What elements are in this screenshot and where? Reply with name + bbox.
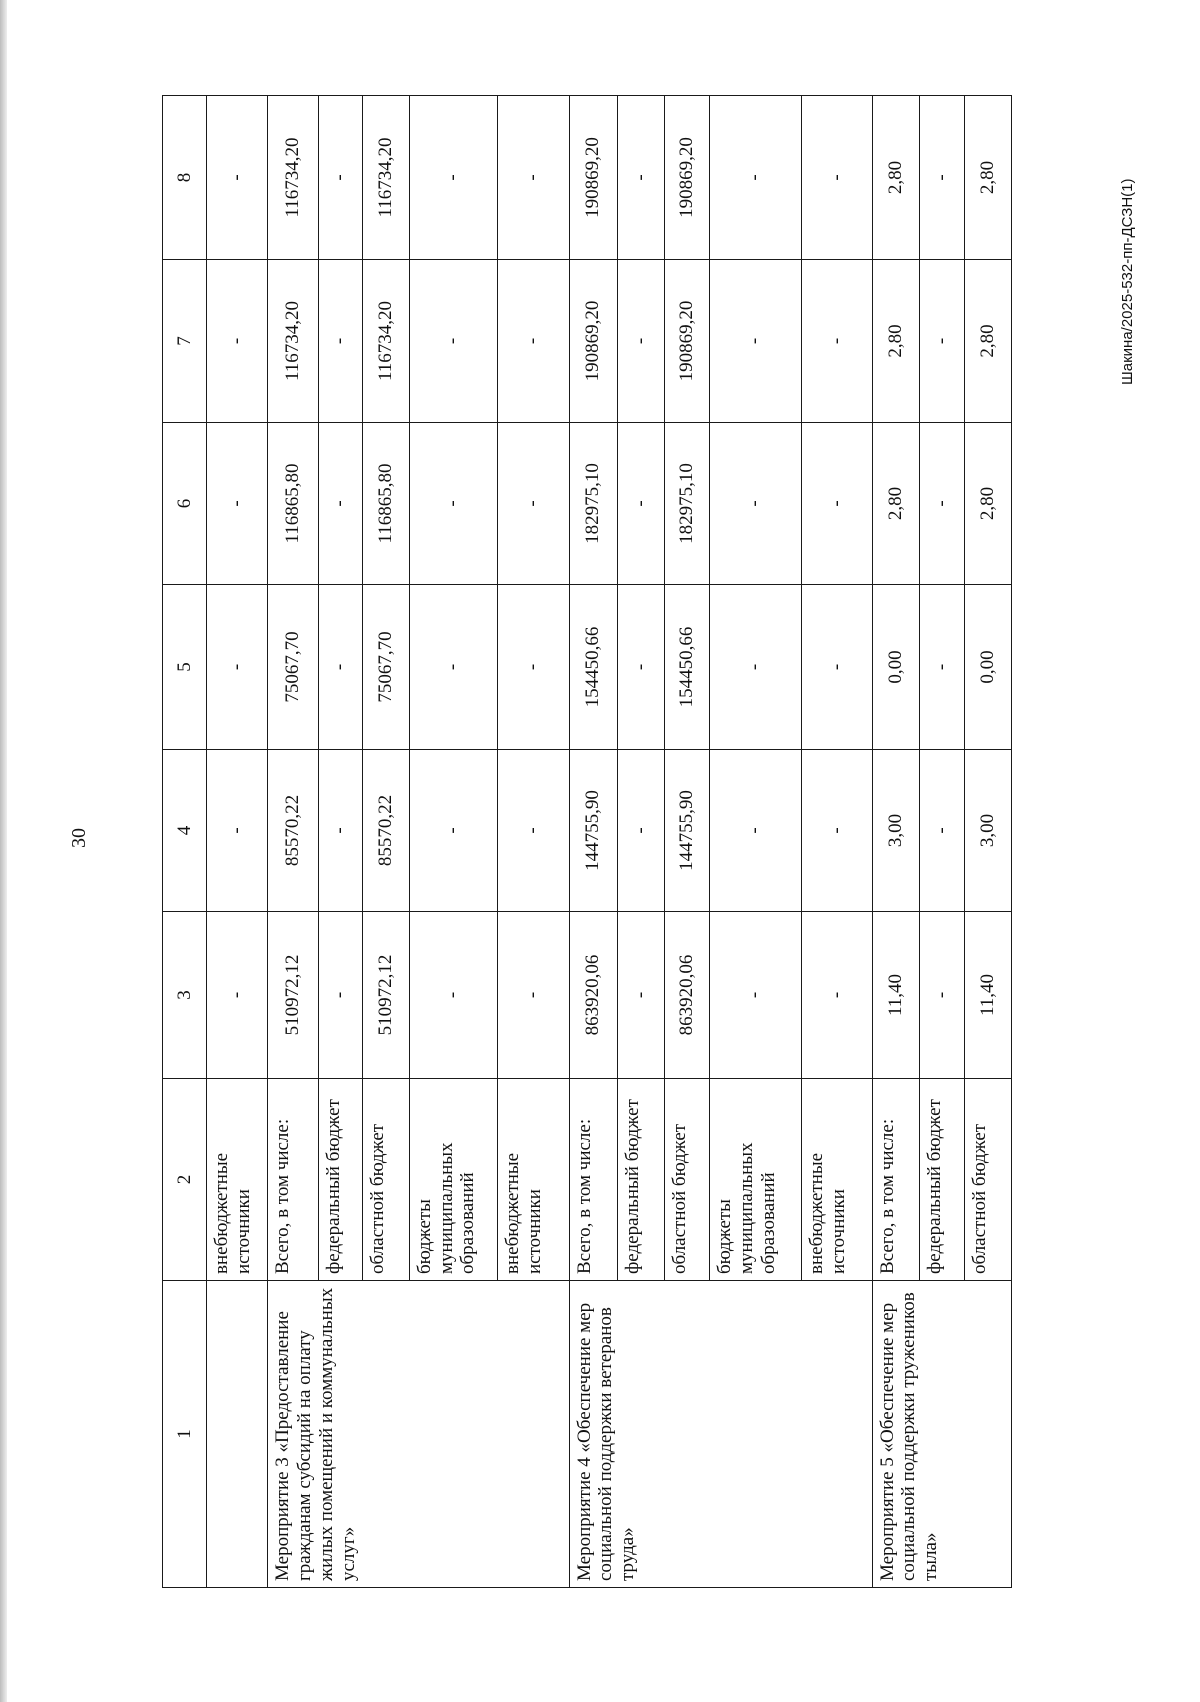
value-cell: 85570,22 bbox=[268, 750, 318, 912]
value-cell: 2,80 bbox=[964, 260, 1011, 423]
value-cell: 182975,10 bbox=[569, 423, 617, 585]
value-cell: 2,80 bbox=[872, 423, 919, 585]
value-cell: - bbox=[919, 260, 964, 423]
value-cell: - bbox=[409, 750, 497, 912]
measure-name-cell: Мероприятие 5 «Обеспечение мер социальной поддержки тружеников тыла» bbox=[872, 1281, 1011, 1588]
value-cell: 116734,20 bbox=[268, 260, 318, 423]
value-cell: - bbox=[318, 96, 362, 260]
value-cell: - bbox=[409, 912, 497, 1079]
value-cell: 154450,66 bbox=[664, 585, 709, 750]
value-cell: - bbox=[919, 912, 964, 1079]
value-cell: - bbox=[409, 96, 497, 260]
value-cell: - bbox=[207, 585, 268, 750]
header-cell: 7 bbox=[163, 260, 207, 423]
value-cell: - bbox=[709, 96, 801, 260]
budget-table bbox=[162, 95, 1012, 1588]
value-cell: - bbox=[207, 96, 268, 260]
table-row bbox=[268, 96, 318, 1588]
value-cell: 0,00 bbox=[872, 585, 919, 750]
source-cell: областной бюджет bbox=[362, 1079, 409, 1281]
value-cell: - bbox=[617, 750, 664, 912]
source-cell: областной бюджет bbox=[664, 1079, 709, 1281]
value-cell: - bbox=[409, 585, 497, 750]
value-cell: 2,80 bbox=[964, 423, 1011, 585]
source-cell: Всего, в том числе: bbox=[569, 1079, 617, 1281]
value-cell: - bbox=[801, 750, 872, 912]
value-cell: - bbox=[617, 260, 664, 423]
value-cell: - bbox=[617, 912, 664, 1079]
source-cell: федеральный бюджет bbox=[318, 1079, 362, 1281]
value-cell: - bbox=[207, 260, 268, 423]
value-cell: 510972,12 bbox=[362, 912, 409, 1079]
value-cell: - bbox=[318, 260, 362, 423]
value-cell: 154450,66 bbox=[569, 585, 617, 750]
value-cell: 2,80 bbox=[964, 96, 1011, 260]
value-cell: - bbox=[207, 750, 268, 912]
measure-name-cell: Мероприятие 4 «Обеспечение мер социальной поддержки ветеранов труда» bbox=[569, 1281, 872, 1588]
value-cell: 863920,06 bbox=[569, 912, 617, 1079]
source-cell: федеральный бюджет bbox=[617, 1079, 664, 1281]
value-cell: 116865,80 bbox=[362, 423, 409, 585]
value-cell: 190869,20 bbox=[664, 96, 709, 260]
value-cell: 116734,20 bbox=[362, 96, 409, 260]
page-number: 30 bbox=[68, 828, 90, 848]
value-cell: 11,40 bbox=[872, 912, 919, 1079]
value-cell: 85570,22 bbox=[362, 750, 409, 912]
value-cell: - bbox=[919, 750, 964, 912]
value-cell: 116734,20 bbox=[362, 260, 409, 423]
header-cell: 2 bbox=[163, 1079, 207, 1281]
measure-name-cell: Мероприятие 3 «Предоставление гражданам субсидий на оплату жилых помещений и коммунальных услуг» bbox=[268, 1281, 569, 1588]
value-cell: - bbox=[497, 912, 569, 1079]
header-cell: 5 bbox=[163, 585, 207, 750]
value-cell: 11,40 bbox=[964, 912, 1011, 1079]
value-cell: - bbox=[497, 260, 569, 423]
table-row bbox=[569, 96, 617, 1588]
value-cell: - bbox=[409, 423, 497, 585]
value-cell: 144755,90 bbox=[664, 750, 709, 912]
value-cell: 510972,12 bbox=[268, 912, 318, 1079]
measure-name-cell bbox=[207, 1281, 268, 1588]
source-cell: федеральный бюджет bbox=[919, 1079, 964, 1281]
value-cell: 2,80 bbox=[872, 96, 919, 260]
source-cell: Всего, в том числе: bbox=[268, 1079, 318, 1281]
value-cell: - bbox=[919, 423, 964, 585]
header-cell: 8 bbox=[163, 96, 207, 260]
value-cell: 75067,70 bbox=[362, 585, 409, 750]
value-cell: - bbox=[801, 423, 872, 585]
table-row bbox=[872, 96, 919, 1588]
value-cell: 3,00 bbox=[872, 750, 919, 912]
value-cell: - bbox=[709, 585, 801, 750]
header-cell: 6 bbox=[163, 423, 207, 585]
value-cell: - bbox=[497, 96, 569, 260]
header-row bbox=[163, 96, 207, 1588]
source-cell: бюджеты муниципальных образований bbox=[709, 1079, 801, 1281]
source-cell: внебюджетные источники bbox=[207, 1079, 268, 1281]
value-cell: - bbox=[617, 423, 664, 585]
value-cell: - bbox=[617, 96, 664, 260]
header-cell: 3 bbox=[163, 912, 207, 1079]
value-cell: - bbox=[497, 585, 569, 750]
table-row bbox=[207, 96, 268, 1588]
value-cell: - bbox=[801, 912, 872, 1079]
source-cell: Всего, в том числе: bbox=[872, 1079, 919, 1281]
table-wrapper bbox=[162, 96, 1012, 1588]
value-cell: - bbox=[207, 912, 268, 1079]
value-cell: - bbox=[617, 585, 664, 750]
header-cell: 4 bbox=[163, 750, 207, 912]
value-cell: - bbox=[919, 96, 964, 260]
value-cell: 144755,90 bbox=[569, 750, 617, 912]
value-cell: 190869,20 bbox=[569, 260, 617, 423]
value-cell: - bbox=[497, 423, 569, 585]
source-cell: областной бюджет bbox=[964, 1079, 1011, 1281]
value-cell: - bbox=[318, 912, 362, 1079]
value-cell: 190869,20 bbox=[664, 260, 709, 423]
value-cell: - bbox=[801, 585, 872, 750]
scan-edge bbox=[0, 0, 7, 1702]
source-cell: бюджеты муниципальных образований bbox=[409, 1079, 497, 1281]
value-cell: 863920,06 bbox=[664, 912, 709, 1079]
value-cell: - bbox=[497, 750, 569, 912]
value-cell: - bbox=[207, 423, 268, 585]
value-cell: 2,80 bbox=[872, 260, 919, 423]
source-cell: внебюджетные источники bbox=[801, 1079, 872, 1281]
value-cell: 75067,70 bbox=[268, 585, 318, 750]
value-cell: - bbox=[709, 423, 801, 585]
document-code: Шакина/2025-532-пп-ДСЗН(1) bbox=[1119, 178, 1136, 385]
value-cell: - bbox=[801, 260, 872, 423]
value-cell: - bbox=[709, 750, 801, 912]
value-cell: - bbox=[709, 260, 801, 423]
source-cell: внебюджетные источники bbox=[497, 1079, 569, 1281]
value-cell: 190869,20 bbox=[569, 96, 617, 260]
value-cell: - bbox=[409, 260, 497, 423]
value-cell: 0,00 bbox=[964, 585, 1011, 750]
value-cell: 182975,10 bbox=[664, 423, 709, 585]
value-cell: - bbox=[318, 585, 362, 750]
value-cell: - bbox=[709, 912, 801, 1079]
value-cell: 3,00 bbox=[964, 750, 1011, 912]
value-cell: 116734,20 bbox=[268, 96, 318, 260]
value-cell: 116865,80 bbox=[268, 423, 318, 585]
value-cell: - bbox=[919, 585, 964, 750]
value-cell: - bbox=[318, 423, 362, 585]
value-cell: - bbox=[801, 96, 872, 260]
value-cell: - bbox=[318, 750, 362, 912]
header-cell: 1 bbox=[163, 1281, 207, 1588]
